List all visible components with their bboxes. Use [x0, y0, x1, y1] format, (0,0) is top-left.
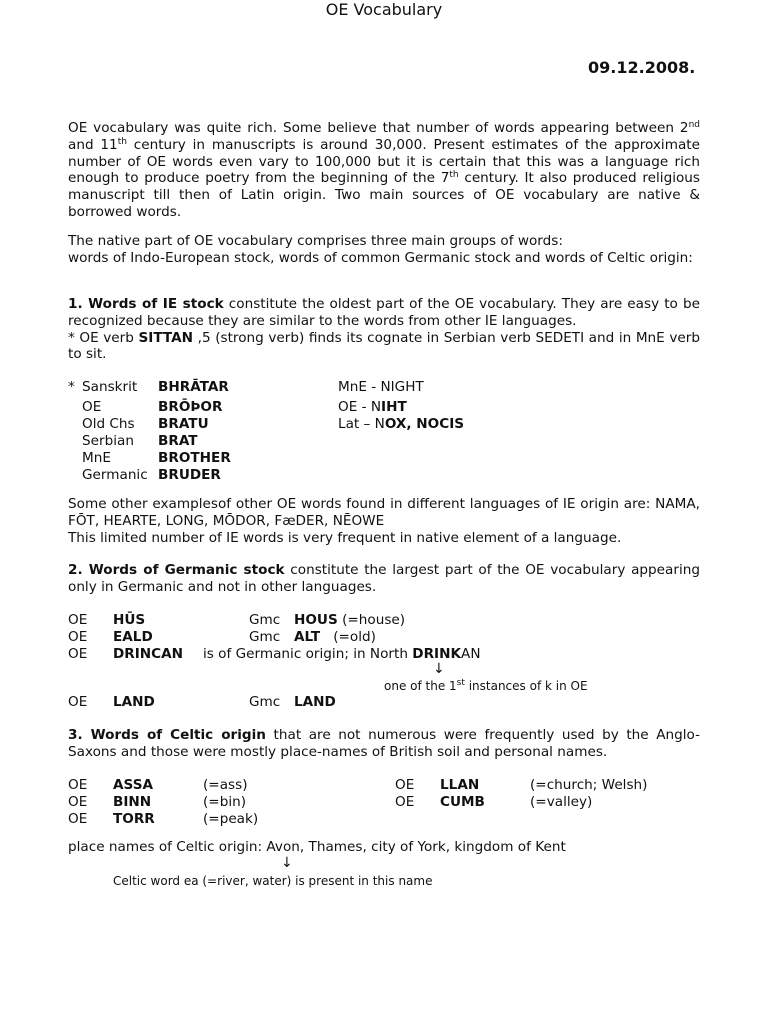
text-intro-s3_sup: th [449, 170, 459, 181]
text-ie-table-4-lang: MnE [82, 450, 111, 466]
text-intro-s2_sup: th [117, 136, 127, 147]
text-ie-verb_post: ,5 (strong verb) finds its cognate in Serbian verb SEDETI and in MnE verb to sit. [68, 329, 700, 363]
text-ie-verb_pre: * OE verb [68, 329, 139, 346]
text-ie-table-5-word: BRUDER [158, 467, 221, 483]
text-ie-table-1-word: BRŌÞOR [158, 399, 223, 415]
text-intro-s4: century. It also produced religious manuscript till then of Latin origin. Two main sources of OE vocabulary are native & borrowed words. [68, 170, 700, 220]
text-celtic-left-2-gloss: (=peak) [203, 811, 259, 827]
text-gmc-rows-0-oe: OE [68, 612, 88, 628]
text-gmc-rows-1-oe: OE [68, 629, 88, 645]
ie-section-paragraph [68, 296, 700, 363]
text-celtic-left-0-word: ASSA [113, 777, 154, 793]
gmc-note [384, 678, 588, 695]
text-ie-table-5-lang: Germanic [82, 467, 148, 483]
down-arrow-icon: ↓ [281, 855, 293, 871]
text-celtic-right-0-oe: OE [395, 777, 415, 793]
text-celtic-left-0-gloss: (=ass) [203, 777, 248, 793]
celtic-place-names: place names of Celtic origin: Avon, Thames, city of York, kingdom of Kent [68, 839, 566, 855]
text-ie-night-l2_bold: IHT [381, 399, 407, 415]
text-ie-table-3-word: BRAT [158, 433, 198, 449]
ie-examples-paragraph [68, 496, 700, 546]
text-gmc-land-word: LAND [113, 694, 155, 710]
text-ie-star: * [68, 379, 75, 395]
celtic-note: Celtic word ea (=river, water) is present in this name [113, 874, 433, 888]
text-gmc-drincan-word: DRINCAN [113, 646, 184, 662]
document-date: 09.12.2008. [588, 58, 696, 77]
document-title: OE Vocabulary [325, 0, 443, 19]
text-native-line1: The native part of OE vocabulary comprises three main groups of words: [68, 233, 563, 249]
text-ie-examples2: This limited number of IE words is very frequent in native element of a language. [68, 529, 622, 546]
text-ie-night-l3_pre: Lat – N [338, 416, 385, 432]
text-celtic-left-2-oe: OE [68, 811, 88, 827]
text-intro-s3: century in manuscripts is around 30,000. Present estimates of the approximate number of OE words even vary to 100,000 but it is certain that this was a language rich enough to produce poetry from the beginning of the 7 [68, 136, 700, 187]
text-gmc-rows-1-gword: ALT [294, 629, 321, 645]
text-celtic-left-1-oe: OE [68, 794, 88, 810]
text-celtic-right-1-oe: OE [395, 794, 415, 810]
text-ie-table-2-lang: Old Chs [82, 416, 135, 432]
celtic-section-paragraph [68, 727, 700, 761]
text-intro-s1_sup1: nd [688, 120, 700, 130]
gmc-heading: 2. Words of Germanic stock [68, 562, 285, 578]
text-gmc-land-oe: OE [68, 694, 88, 710]
text-celtic-right-0-word: LLAN [440, 777, 480, 793]
text-gmc-rows-1-word: EALD [113, 629, 153, 645]
text-ie-table-1-lang: OE [82, 399, 102, 415]
text-gmc-text: constitute the largest part of the OE vocabulary appearing only in Germanic and not in other languages. [68, 562, 700, 595]
ie-heading: 1. Words of IE stock [68, 296, 224, 312]
text-native-line2: words of Indo-European stock, words of common Germanic stock and words of Celtic origin: [68, 249, 693, 266]
text-gmc-drincan-north_bold: DRINK [412, 646, 462, 662]
text-celtic-left-0-oe: OE [68, 777, 88, 793]
text-ie-examples1: Some other examplesof other OE words found in different languages of IE origin are: NAMA, FŌT, HEARTE, LONG, MŌDOR, FæDER, NĒOWE [68, 496, 700, 529]
text-ie-table-3-lang: Serbian [82, 433, 134, 449]
text-gmc-rows-0-gmc: Gmc [249, 612, 281, 628]
text-gmc-rows-1-gmc: Gmc [249, 629, 281, 645]
text-intro-s2: and 11 [68, 136, 118, 153]
text-intro-s1: OE vocabulary was quite rich. Some believe that number of words appearing between 2 [68, 120, 689, 136]
text-ie-night-l3_bold: OX, NOCIS [384, 416, 465, 432]
text-gmc-rows-0-gloss: (=house) [342, 612, 406, 628]
text-ie-night-l2_pre: OE - N [338, 399, 382, 415]
text-gmc-drincan-text: is of Germanic origin; in North [203, 646, 413, 662]
text-gmc-drincan-oe: OE [68, 646, 88, 662]
text-celtic-left-1-gloss: (=bin) [203, 794, 247, 810]
text-ie-table-2-word: BRATU [158, 416, 209, 432]
native-paragraph [68, 233, 700, 267]
text-celtic-text: that are not numerous were frequently used by the Anglo-Saxons and those were mostly place-names of British soil and personal names. [68, 727, 700, 760]
text-gmc-note_sup: st [456, 678, 465, 688]
text-gmc-rows-1-gloss: (=old) [333, 629, 376, 645]
text-ie-table-4-word: BROTHER [158, 450, 231, 466]
text-celtic-right-0-gloss: (=church; Welsh) [530, 777, 648, 793]
text-gmc-note_pre: one of the 1 [384, 679, 457, 693]
text-celtic-left-2-word: TORR [113, 811, 155, 827]
text-celtic-left-1-word: BINN [113, 794, 152, 810]
text-ie-night-l1: MnE - NIGHT [338, 379, 424, 395]
text-ie-table-0-lang: Sanskrit [82, 379, 138, 395]
text-ie-table-0-word: BHRĀTAR [158, 379, 229, 395]
text-gmc-rows-0-word: HŪS [113, 612, 146, 628]
intro-paragraph [68, 120, 700, 221]
text-gmc-rows-0-gword: HOUS [294, 612, 338, 628]
text-gmc-land-gmc: Gmc [249, 694, 281, 710]
down-arrow-icon: ↓ [433, 661, 445, 677]
text-gmc-land-gword: LAND [294, 694, 336, 710]
text-ie-text: constitute the oldest part of the OE vocabulary. They are easy to be recognized because they are similar to the words from other IE languages. [68, 296, 700, 329]
gmc-section-paragraph [68, 562, 700, 596]
text-ie-verb_word: SITTAN [138, 329, 194, 346]
text-celtic-right-1-word: CUMB [440, 794, 485, 810]
text-celtic-right-1-gloss: (=valley) [530, 794, 593, 810]
text-gmc-drincan-north_tail: AN [461, 646, 481, 662]
celtic-heading: 3. Words of Celtic origin [68, 727, 266, 743]
text-gmc-note_post: instances of k in OE [464, 679, 588, 693]
